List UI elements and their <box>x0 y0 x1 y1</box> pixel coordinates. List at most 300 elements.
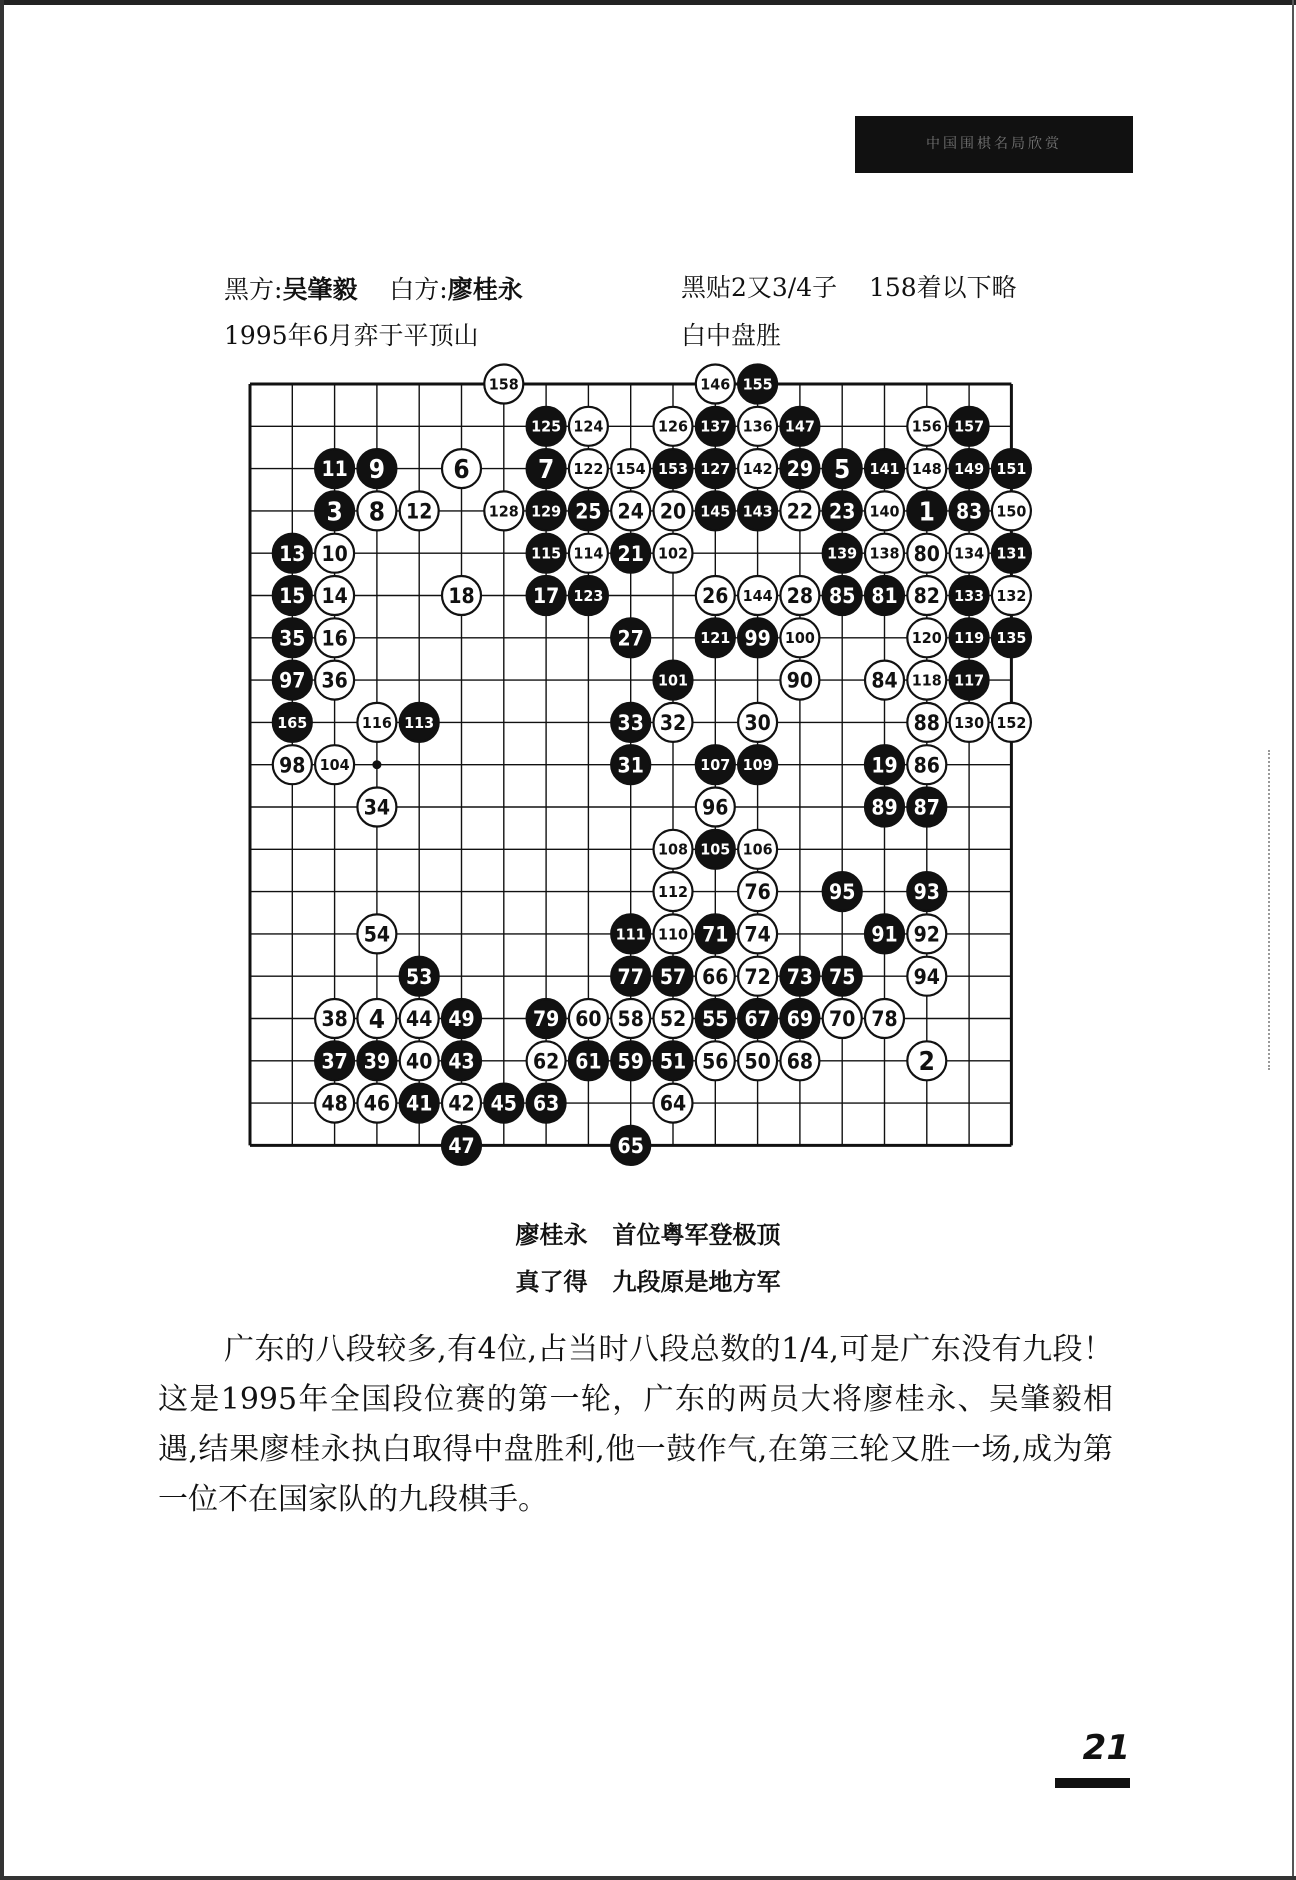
move-number: 144 <box>742 586 773 605</box>
caption-text-1: 首位粤军登极顶 <box>612 1220 781 1249</box>
move-number: 158 <box>488 375 519 394</box>
move-number: 90 <box>786 668 814 693</box>
caption-line-1 <box>0 1215 1296 1250</box>
black-stone <box>315 449 354 488</box>
move-number: 80 <box>913 541 940 566</box>
move-number: 56 <box>702 1049 729 1074</box>
move-number: 14 <box>321 584 348 609</box>
move-number: 157 <box>954 417 985 436</box>
move-number: 104 <box>319 756 350 775</box>
move-number: 87 <box>913 795 940 820</box>
move-number: 67 <box>744 1007 771 1032</box>
move-number: 19 <box>871 753 898 778</box>
black-stone <box>823 534 862 573</box>
move-number: 74 <box>744 922 771 947</box>
black-stone <box>823 957 862 996</box>
move-number: 32 <box>659 710 687 735</box>
move-number: 109 <box>742 756 773 775</box>
move-number: 98 <box>279 753 306 778</box>
moves-note: 158着以下略 <box>868 273 1017 302</box>
move-number: 28 <box>786 584 814 609</box>
move-number: 113 <box>404 713 435 732</box>
black-stone <box>696 407 735 446</box>
move-number: 22 <box>786 499 814 524</box>
white-stone <box>654 872 693 911</box>
move-number: 35 <box>279 626 306 651</box>
move-number: 82 <box>913 584 940 609</box>
white-stone <box>569 407 608 446</box>
white-stone <box>654 914 693 953</box>
move-number: 126 <box>658 417 688 436</box>
black-stone <box>696 491 735 530</box>
black-stone <box>865 576 904 615</box>
move-number: 71 <box>702 922 729 947</box>
white-stone <box>315 576 354 615</box>
move-number: 9 <box>368 454 386 485</box>
black-player: 吴肇毅 <box>282 275 358 304</box>
move-number: 105 <box>700 840 731 859</box>
caption-line-2 <box>0 1262 1296 1297</box>
black-stone <box>273 703 312 742</box>
white-stone <box>865 491 904 530</box>
black-stone <box>865 449 904 488</box>
move-number: 100 <box>784 629 815 648</box>
black-stone <box>738 618 777 657</box>
white-stone <box>823 999 862 1038</box>
black-stone <box>611 703 650 742</box>
move-number: 29 <box>786 457 814 482</box>
white-stone <box>654 407 693 446</box>
move-number: 81 <box>871 584 898 609</box>
black-stone <box>569 1041 608 1080</box>
white-stone <box>315 534 354 573</box>
black-stone <box>273 576 312 615</box>
move-number: 120 <box>911 629 942 648</box>
move-number: 131 <box>996 544 1027 563</box>
white-stone <box>865 999 904 1038</box>
white-stone <box>780 1041 819 1080</box>
move-number: 155 <box>742 375 773 394</box>
move-number: 65 <box>617 1133 644 1158</box>
black-stone <box>738 491 777 530</box>
black-stone <box>950 576 989 615</box>
white-stone <box>484 365 523 404</box>
move-number: 110 <box>658 925 688 944</box>
move-number: 7 <box>537 454 555 485</box>
white-stone <box>442 576 481 615</box>
white-stone <box>865 534 904 573</box>
white-stone <box>738 872 777 911</box>
black-stone <box>738 999 777 1038</box>
black-stone <box>273 661 312 700</box>
white-stone <box>950 703 989 742</box>
move-number: 48 <box>321 1091 348 1116</box>
white-stone <box>738 957 777 996</box>
black-stone <box>780 999 819 1038</box>
white-stone <box>907 407 946 446</box>
move-number: 96 <box>702 795 729 820</box>
black-stone <box>273 618 312 657</box>
white-stone <box>738 830 777 869</box>
white-stone <box>400 1041 439 1080</box>
white-stone <box>357 914 396 953</box>
black-stone <box>738 365 777 404</box>
white-stone <box>780 661 819 700</box>
move-number: 47 <box>448 1133 475 1158</box>
caption-name-1: 廖桂永 <box>515 1220 588 1249</box>
black-stone <box>400 1084 439 1123</box>
move-number: 1 <box>918 497 935 528</box>
move-number: 132 <box>996 586 1027 605</box>
move-number: 165 <box>277 713 308 732</box>
black-stone <box>442 999 481 1038</box>
white-stone <box>569 449 608 488</box>
black-stone <box>823 872 862 911</box>
white-stone <box>907 914 946 953</box>
white-stone <box>907 957 946 996</box>
black-stone <box>357 1041 396 1080</box>
move-number: 135 <box>996 629 1027 648</box>
move-number: 140 <box>869 502 900 521</box>
page-number-bar <box>1055 1778 1130 1788</box>
white-stone <box>950 534 989 573</box>
white-stone <box>569 534 608 573</box>
move-number: 108 <box>658 840 688 859</box>
black-stone <box>696 449 735 488</box>
white-stone <box>907 1041 946 1080</box>
move-number: 10 <box>321 541 348 566</box>
black-stone <box>654 661 693 700</box>
black-stone <box>273 534 312 573</box>
white-stone <box>907 449 946 488</box>
white-stone <box>654 830 693 869</box>
black-stone <box>315 491 354 530</box>
move-number: 128 <box>488 502 519 521</box>
move-number: 25 <box>575 499 602 524</box>
black-stone <box>527 491 566 530</box>
black-stone <box>823 449 862 488</box>
move-number: 145 <box>700 502 731 521</box>
move-number: 101 <box>658 671 688 690</box>
black-stone <box>950 618 989 657</box>
move-number: 86 <box>913 753 940 778</box>
move-number: 117 <box>954 671 985 690</box>
move-number: 133 <box>954 586 985 605</box>
black-stone <box>992 618 1031 657</box>
white-label: 白方: <box>389 275 448 304</box>
white-stone <box>907 703 946 742</box>
move-number: 129 <box>531 502 562 521</box>
white-stone <box>907 534 946 573</box>
black-stone <box>442 1041 481 1080</box>
white-stone <box>696 576 735 615</box>
move-number: 54 <box>363 922 391 947</box>
black-stone <box>907 872 946 911</box>
running-header-text: 中国围棋名局欣赏 <box>926 136 1062 152</box>
move-number: 75 <box>829 964 856 989</box>
white-stone <box>738 1041 777 1080</box>
white-stone <box>738 576 777 615</box>
white-stone <box>992 491 1031 530</box>
move-number: 125 <box>531 417 562 436</box>
move-number: 76 <box>744 880 771 905</box>
white-stone <box>611 449 650 488</box>
move-number: 124 <box>573 417 604 436</box>
move-number: 79 <box>532 1007 560 1032</box>
move-number: 83 <box>955 499 983 524</box>
white-player: 廖桂永 <box>447 275 523 304</box>
black-stone <box>654 957 693 996</box>
move-number: 62 <box>532 1049 560 1074</box>
move-number: 40 <box>406 1049 433 1074</box>
move-number: 4 <box>368 1004 386 1035</box>
move-number: 13 <box>279 541 306 566</box>
white-stone <box>738 914 777 953</box>
move-number: 66 <box>702 964 729 989</box>
move-number: 64 <box>659 1091 687 1116</box>
white-stone <box>357 1084 396 1123</box>
white-stone <box>907 618 946 657</box>
black-stone <box>950 491 989 530</box>
move-number: 42 <box>448 1091 475 1116</box>
white-stone <box>484 491 523 530</box>
black-stone <box>780 407 819 446</box>
black-stone <box>865 914 904 953</box>
move-number: 93 <box>913 880 940 905</box>
white-stone <box>357 491 396 530</box>
white-stone <box>696 788 735 827</box>
move-number: 39 <box>363 1049 391 1074</box>
black-label: 黑方: <box>224 275 283 304</box>
white-stone <box>780 491 819 530</box>
black-stone <box>992 534 1031 573</box>
black-stone <box>569 491 608 530</box>
move-number: 89 <box>871 795 898 820</box>
body-paragraph: 广东的八段较多,有4位,占当时八段总数的1/4,可是广东没有九段！这是1995年全国段位赛的第一轮，广东的两员大将廖桂永、吴肇毅相遇,结果廖桂永执白取得中盘胜利,他一鼓作气,在第三轮又胜一场,成为第一位不在国家队的九段棋手。 <box>158 1332 1113 1517</box>
white-stone <box>315 999 354 1038</box>
move-number: 85 <box>829 584 856 609</box>
white-stone <box>907 745 946 784</box>
black-stone <box>611 745 650 784</box>
black-stone <box>696 618 735 657</box>
black-stone <box>442 1126 481 1165</box>
move-number: 149 <box>954 460 985 478</box>
move-number: 17 <box>532 584 560 609</box>
black-stone <box>865 788 904 827</box>
white-stone <box>654 703 693 742</box>
move-number: 60 <box>575 1007 602 1032</box>
move-number: 72 <box>744 964 771 989</box>
move-number: 38 <box>321 1007 348 1032</box>
move-number: 57 <box>659 964 687 989</box>
move-number: 78 <box>871 1007 898 1032</box>
move-number: 18 <box>448 584 475 609</box>
black-stone <box>780 449 819 488</box>
white-stone <box>315 745 354 784</box>
move-number: 143 <box>742 502 773 521</box>
move-number: 2 <box>918 1047 935 1078</box>
move-number: 11 <box>321 457 348 482</box>
black-stone <box>654 1041 693 1080</box>
move-number: 119 <box>954 629 985 648</box>
move-number: 27 <box>617 626 644 651</box>
move-number: 102 <box>658 544 688 563</box>
black-stone <box>950 407 989 446</box>
white-stone <box>696 365 735 404</box>
black-stone <box>992 449 1031 488</box>
white-stone <box>315 1084 354 1123</box>
black-stone <box>611 1041 650 1080</box>
move-number: 44 <box>406 1007 433 1032</box>
move-number: 77 <box>617 964 644 989</box>
white-stone <box>696 957 735 996</box>
black-stone <box>611 618 650 657</box>
move-number: 99 <box>744 626 771 651</box>
white-stone <box>907 576 946 615</box>
move-number: 63 <box>532 1091 560 1116</box>
black-stone <box>527 534 566 573</box>
move-number: 36 <box>321 668 348 693</box>
black-stone <box>315 1041 354 1080</box>
black-stone <box>696 914 735 953</box>
black-stone <box>950 449 989 488</box>
page-number: 21 <box>1082 1728 1130 1768</box>
move-number: 153 <box>658 460 688 478</box>
move-number: 112 <box>658 883 688 901</box>
move-number: 55 <box>702 1007 729 1032</box>
white-stone <box>611 491 650 530</box>
move-number: 111 <box>615 925 646 944</box>
white-stone <box>738 449 777 488</box>
star-point <box>372 760 381 769</box>
white-stone <box>400 999 439 1038</box>
black-stone <box>527 1084 566 1123</box>
move-number: 69 <box>786 1007 814 1032</box>
black-stone <box>527 449 566 488</box>
move-number: 30 <box>744 710 771 735</box>
move-number: 6 <box>453 454 470 485</box>
black-stone <box>696 830 735 869</box>
white-stone <box>442 1084 481 1123</box>
white-stone <box>907 661 946 700</box>
move-number: 91 <box>871 922 898 947</box>
move-number: 52 <box>659 1007 687 1032</box>
white-stone <box>780 618 819 657</box>
black-stone <box>907 788 946 827</box>
move-number: 150 <box>996 502 1027 521</box>
move-number: 84 <box>871 668 898 693</box>
move-number: 88 <box>913 710 940 735</box>
move-number: 130 <box>954 713 985 732</box>
move-number: 21 <box>617 541 644 566</box>
white-stone <box>780 576 819 615</box>
black-stone <box>907 491 946 530</box>
move-number: 106 <box>742 840 773 859</box>
move-number: 141 <box>869 460 900 478</box>
black-stone <box>823 576 862 615</box>
move-number: 31 <box>617 753 644 778</box>
move-number: 94 <box>913 964 940 989</box>
black-stone <box>738 745 777 784</box>
move-number: 37 <box>321 1049 348 1074</box>
black-stone <box>654 449 693 488</box>
move-number: 20 <box>659 499 687 524</box>
move-number: 61 <box>575 1049 602 1074</box>
black-stone <box>400 703 439 742</box>
move-number: 152 <box>996 713 1027 732</box>
move-number: 5 <box>834 454 851 485</box>
move-number: 147 <box>784 417 815 436</box>
white-stone <box>654 534 693 573</box>
black-stone <box>780 957 819 996</box>
black-stone <box>950 661 989 700</box>
white-stone <box>696 1041 735 1080</box>
move-number: 142 <box>742 460 773 478</box>
black-stone <box>865 745 904 784</box>
move-number: 121 <box>700 629 731 648</box>
black-stone <box>611 1126 650 1165</box>
white-stone <box>611 999 650 1038</box>
white-stone <box>315 618 354 657</box>
black-stone <box>484 1084 523 1123</box>
move-number: 70 <box>829 1007 856 1032</box>
move-number: 68 <box>786 1049 814 1074</box>
move-number: 118 <box>911 671 942 690</box>
move-number: 34 <box>363 795 391 820</box>
white-stone <box>569 999 608 1038</box>
move-number: 136 <box>742 417 773 436</box>
white-stone <box>992 576 1031 615</box>
move-number: 50 <box>744 1049 771 1074</box>
move-number: 33 <box>617 710 644 735</box>
white-stone <box>400 491 439 530</box>
move-number: 138 <box>869 544 900 563</box>
black-stone <box>569 576 608 615</box>
black-stone <box>527 576 566 615</box>
move-number: 156 <box>911 417 942 436</box>
white-stone <box>357 703 396 742</box>
move-number: 139 <box>827 544 858 563</box>
move-number: 51 <box>659 1049 687 1074</box>
move-number: 53 <box>406 964 433 989</box>
move-number: 12 <box>406 499 433 524</box>
caption-name-2: 真了得 <box>515 1267 588 1296</box>
move-number: 16 <box>321 626 348 651</box>
game-result: 白中盘胜 <box>681 321 782 350</box>
move-number: 122 <box>573 460 604 478</box>
white-stone <box>738 703 777 742</box>
white-stone <box>357 788 396 827</box>
black-stone <box>611 957 650 996</box>
black-stone <box>823 491 862 530</box>
move-number: 58 <box>617 1007 644 1032</box>
white-stone <box>357 999 396 1038</box>
black-stone <box>696 999 735 1038</box>
komi: 黑贴2又3/4子 <box>681 273 838 302</box>
move-number: 92 <box>913 922 940 947</box>
black-stone <box>527 407 566 446</box>
move-number: 24 <box>617 499 644 524</box>
black-stone <box>611 914 650 953</box>
move-number: 123 <box>573 586 604 605</box>
move-number: 59 <box>617 1049 644 1074</box>
white-stone <box>654 999 693 1038</box>
move-number: 43 <box>448 1049 475 1074</box>
move-number: 23 <box>829 499 856 524</box>
white-stone <box>315 661 354 700</box>
black-stone <box>527 999 566 1038</box>
white-stone <box>992 703 1031 742</box>
